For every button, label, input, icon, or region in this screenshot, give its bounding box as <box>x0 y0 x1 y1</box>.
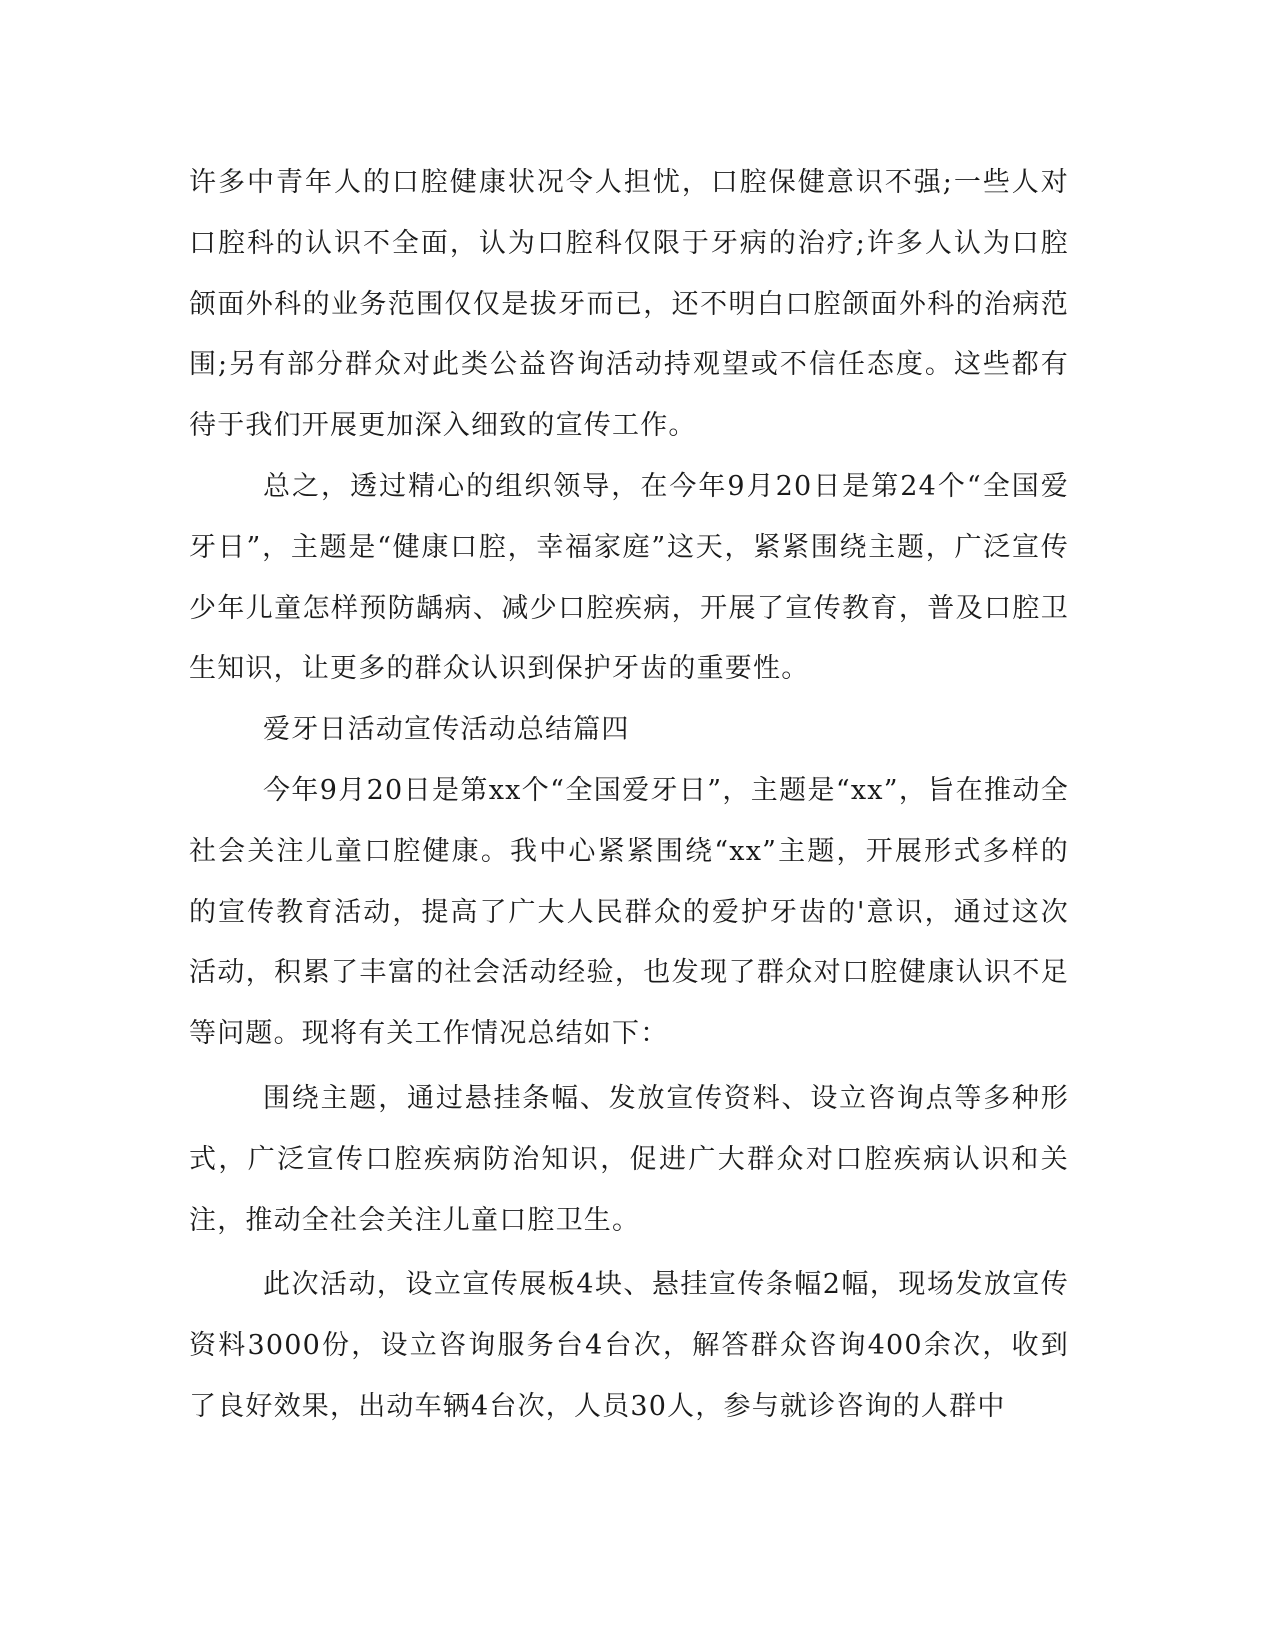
paragraph-event-introduction: 今年9月20日是第xx个“全国爱牙日”，主题是“xx”，旨在推动全社会关注儿童口腔健康。我中心紧紧围绕“xx”主题，开展形式多样的的宣传教育活动，提高了广大人民群众的爱护牙齿的'意识，通过这次活动，积累了丰富的社会活动经验，也发现了群众对口腔健康认识不足等问题。现将有关工作情况总结如下： <box>189 774 1069 1050</box>
section-heading-part-four: 爱牙日活动宣传活动总结篇四 <box>263 714 630 746</box>
document-body <box>189 153 1069 1438</box>
paragraph-publicity-methods: 围绕主题，通过悬挂条幅、发放宣传资料、设立咨询点等多种形式，广泛宣传口腔疾病防治知识，促进广大群众对口腔疾病认识和关注，推动全社会关注儿童口腔卫生。 <box>189 1082 1069 1236</box>
paragraph-oral-health-concerns: 许多中青年人的口腔健康状况令人担忧，口腔保健意识不强;一些人对口腔科的认识不全面，认为口腔科仅限于牙病的治疗;许多人认为口腔颌面外科的业务范围仅仅是拔牙而已，还不明白口腔颌面外科的治病范围;另有部分群众对此类公益咨询活动持观望或不信任态度。这些都有待于我们开展更加深入细致的宣传工作。 <box>189 167 1069 442</box>
paragraph-activity-statistics: 此次活动，设立宣传展板4块、悬挂宣传条幅2幅，现场发放宣传资料3000份，设立咨询服务台4台次，解答群众咨询400余次，收到了良好效果，出动车辆4台次，人员30人，参与就诊咨询的人群中 <box>189 1269 1069 1422</box>
paragraph-summary-conclusion: 总之，透过精心的组织领导，在今年9月20日是第24个“全国爱牙日”，主题是“健康口腔，幸福家庭”这天，紧紧围绕主题，广泛宣传少年儿童怎样预防龋病、减少口腔疾病，开展了宣传教育，普及口腔卫生知识，让更多的群众认识到保护牙齿的重要性。 <box>189 470 1069 685</box>
